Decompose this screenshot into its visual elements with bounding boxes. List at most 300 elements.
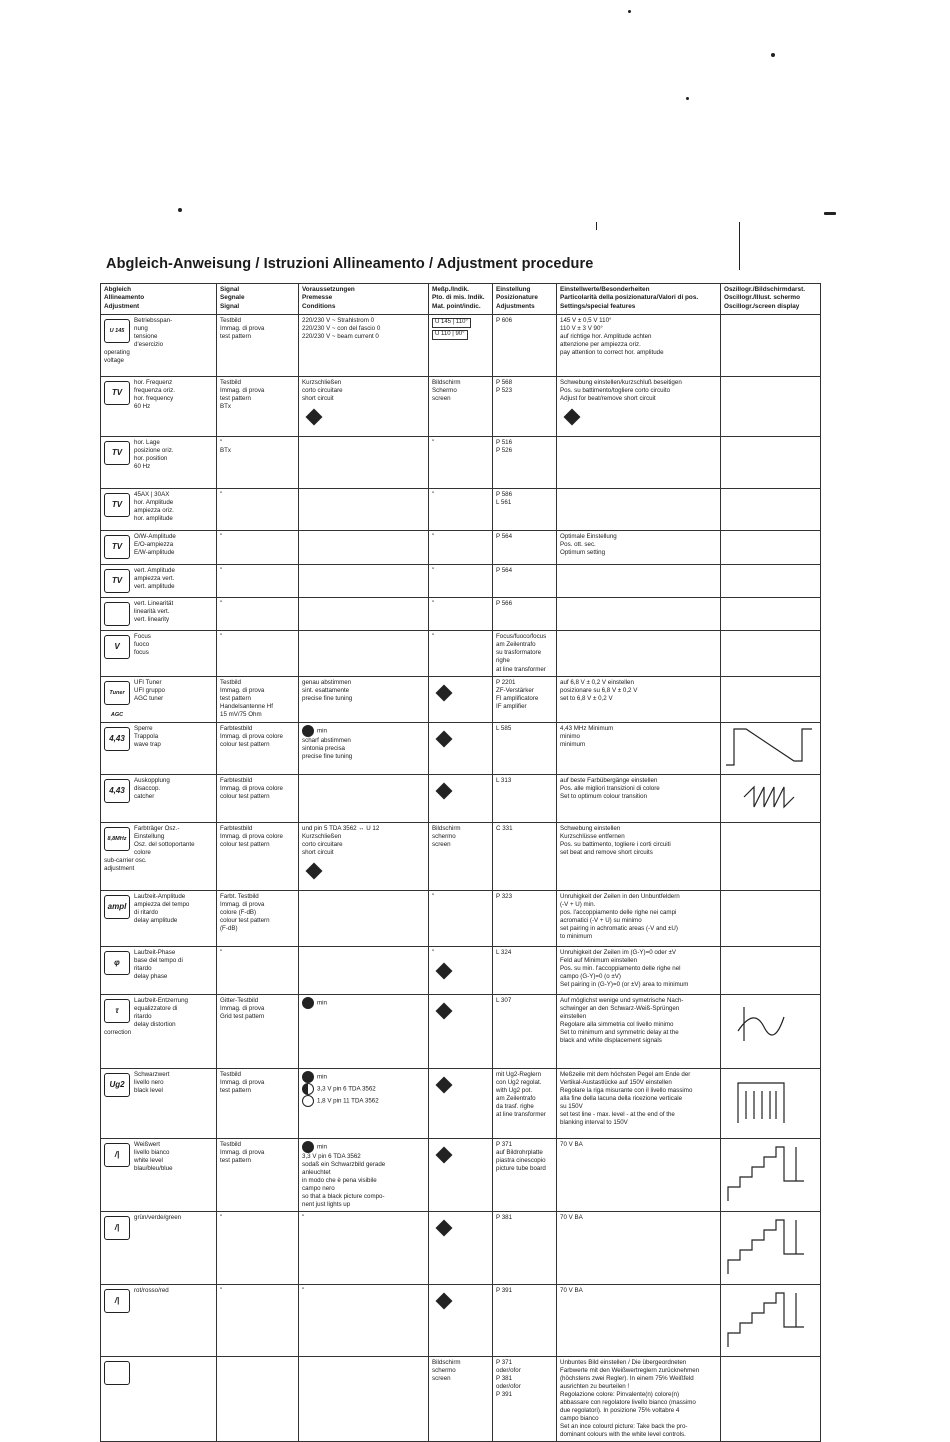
adjustment-text: AGC tuner	[134, 694, 164, 702]
column-header-line: Segnale	[220, 294, 245, 302]
conditions-text	[302, 1214, 425, 1222]
setting-text: ZF-Verstärker	[496, 686, 534, 694]
adjustment-text: frequenza oriz.	[134, 387, 175, 395]
settings-values-text: ausrichten zu beurteilen !	[560, 1382, 630, 1390]
scan-speck	[824, 212, 836, 215]
table-row	[101, 377, 821, 437]
conditions-text	[302, 1141, 425, 1153]
conditions-text	[302, 1287, 425, 1295]
column-header-line: Abgleich	[104, 286, 131, 293]
oscillogram-waveform	[724, 725, 814, 769]
settings-values-cell	[557, 891, 721, 947]
signal-cell	[217, 598, 299, 631]
conditions-text	[302, 695, 425, 703]
settings-values-text: Set to minimum and symmetric delay at the	[560, 1029, 679, 1037]
adjustment-text: colore	[134, 848, 151, 856]
measuring-point-cell	[429, 315, 493, 377]
signal-text: BTx	[220, 447, 232, 455]
setting-text: P 606	[496, 317, 513, 324]
settings-values-text: pos. l'accoppiamento delle righe nei campi	[560, 909, 677, 917]
settings-values-text: auf richtige hor. Amplitude achten	[560, 333, 652, 341]
adjustment-text: Laufzeit-Phase	[134, 949, 176, 956]
signal-cell	[217, 315, 299, 377]
signal-text: Farbt. Testbild	[220, 893, 259, 900]
settings-values-text: Farbwerte mit den Weißwertreglern zurücknehmen	[560, 1366, 700, 1374]
signal-text: Testbild	[220, 1071, 241, 1078]
settings-values-text: Adjust for beat/remove short circuit	[560, 395, 656, 403]
table-row	[101, 565, 821, 598]
conditions-text	[302, 379, 425, 387]
setting-text: auf Bildrohrplatte	[496, 1149, 543, 1157]
signal-cell	[217, 489, 299, 531]
column-header	[721, 284, 821, 315]
column-header-line: Mat. point/indic.	[432, 302, 481, 310]
measuring-point-cell	[429, 995, 493, 1069]
signal-cell	[217, 774, 299, 822]
adjustment-text: catcher	[134, 792, 155, 800]
conditions-cell	[299, 631, 429, 676]
measuring-point-diamond-icon	[436, 963, 453, 980]
conditions-line: anleuchtet	[302, 1169, 331, 1177]
adjustment-text: hor. position	[134, 455, 168, 463]
settings-values-text: attenzione per ampiezza oriz.	[560, 341, 641, 349]
measuring-point-text: "	[432, 491, 435, 499]
conditions-text	[302, 1083, 425, 1095]
signal-text: BTx	[220, 403, 232, 411]
settings-values-text: Optimale Einstellung	[560, 533, 617, 541]
measuring-point-text: "	[432, 633, 435, 641]
setting-text: at line transformer	[496, 665, 546, 673]
measuring-point-cell	[429, 631, 493, 676]
settings-values-text: campo bianco	[560, 1415, 599, 1422]
adjustment-symbol-icon	[104, 602, 130, 626]
adjustment-cell	[101, 565, 217, 598]
conditions-text	[302, 1177, 425, 1185]
conditions-line: min	[317, 1073, 327, 1081]
adjustment-symbol-icon	[104, 1361, 130, 1385]
adjustment-text: 45AX | 30AX	[134, 491, 170, 499]
settings-values-text: Regolazione colore: Pinvalente(n) colore(n)	[560, 1390, 680, 1398]
oscillogram-cell	[721, 565, 821, 598]
adjustment-symbol-icon: /|	[104, 1216, 130, 1240]
test-point-icon	[302, 725, 314, 737]
setting-text: con Ug2 regolat.	[496, 1079, 542, 1087]
signal-text: Farbtestbild	[220, 724, 253, 732]
signal-text: "	[220, 633, 223, 641]
table-row	[101, 598, 821, 631]
settings-values-text: Set pairing in (G-Y)=0 (or ±V) area to minimum	[560, 981, 689, 989]
measuring-point-cell	[429, 1356, 493, 1442]
conditions-line: Kurzschließen	[302, 832, 342, 840]
signal-text: "	[220, 1214, 223, 1222]
adjustment-text: voltage	[104, 357, 124, 365]
conditions-line: in modo che è pena visibile	[302, 1177, 377, 1185]
measuring-point-cell	[429, 722, 493, 774]
adjustment-text: base del tempo di	[134, 957, 183, 965]
conditions-cell	[299, 1139, 429, 1212]
conditions-cell	[299, 377, 429, 437]
measuring-point-cell	[429, 565, 493, 598]
conditions-line: 3,3 V pin 6 TDA 3562	[302, 1153, 361, 1160]
settings-values-cell	[557, 722, 721, 774]
settings-values-text: set beat and remove short circuits	[560, 848, 653, 856]
adjustment-cell	[101, 489, 217, 531]
adjustment-text: di ritardo	[134, 909, 159, 917]
adjustment-text: vert. Linearität	[134, 600, 174, 608]
settings-values-text: pay attention to correct hor. amplitude	[560, 349, 664, 357]
conditions-line: campo nero	[302, 1185, 335, 1193]
measuring-point-cell	[429, 1069, 493, 1139]
conditions-line: "	[302, 1214, 305, 1222]
conditions-cell	[299, 774, 429, 822]
conditions-cell	[299, 1212, 429, 1284]
signal-text: Testbild	[220, 379, 241, 386]
column-header-line: Conditions	[302, 302, 336, 310]
signal-cell	[217, 676, 299, 722]
table-row	[101, 822, 821, 890]
settings-values-cell	[557, 1356, 721, 1442]
adjustment-text: operating	[104, 349, 130, 357]
oscillogram-cell	[721, 774, 821, 822]
signal-text: "	[220, 1286, 223, 1294]
adjustment-text: ampiezza vert.	[134, 575, 175, 583]
settings-values-text: Pos. ott. sec.	[560, 541, 596, 549]
setting-text: at line transformer	[496, 1111, 546, 1119]
measuring-point-diamond-icon	[564, 409, 581, 426]
settings-values-cell	[557, 1212, 721, 1284]
signal-cell	[217, 1139, 299, 1212]
settings-values-text: Auf möglichst wenige und symetrische Nach-	[560, 997, 684, 1004]
test-point-icon	[302, 1083, 314, 1095]
adjustment-symbol-icon: TV	[104, 493, 130, 517]
adjustment-cell	[101, 1356, 217, 1442]
table-row	[101, 1212, 821, 1284]
measuring-point-diamond-icon	[436, 684, 453, 701]
settings-values-text: Regolare la riga misurante con il livello massimo	[560, 1087, 693, 1095]
setting-text: IF amplifier	[496, 702, 527, 710]
settings-values-text: Kurzschlüsse entfernen	[560, 832, 625, 840]
table-row	[101, 891, 821, 947]
conditions-text	[302, 679, 425, 687]
adjustment-cell	[101, 722, 217, 774]
adjustment-text: delay amplitude	[134, 917, 178, 925]
setting-text: P 526	[496, 447, 513, 455]
setting-text: oder/ofor	[496, 1382, 521, 1390]
conditions-text	[302, 1193, 425, 1201]
signal-text: "	[220, 491, 223, 499]
measuring-point-cell	[429, 1212, 493, 1284]
signal-cell	[217, 822, 299, 890]
settings-values-text: Pos. su battimento, togliere i corti circuiti	[560, 840, 671, 848]
adjustment-text: ritardo	[134, 1013, 152, 1021]
settings-values-text: Unbuntes Bild einstellen / Die übergeordneten	[560, 1358, 687, 1366]
adjustment-cell	[101, 1069, 217, 1139]
settings-values-cell	[557, 947, 721, 995]
conditions-text	[302, 387, 425, 395]
oscillogram-cell	[721, 722, 821, 774]
conditions-line: corto circuitare	[302, 387, 343, 395]
oscillogram-cell	[721, 489, 821, 531]
conditions-line: precise fine tuning	[302, 752, 353, 760]
adjustment-cell	[101, 377, 217, 437]
adjustment-cell	[101, 1284, 217, 1356]
signal-text: test pattern	[220, 1087, 251, 1095]
adjustment-text: rot/rosso/red	[134, 1286, 169, 1294]
test-point-icon	[302, 1095, 314, 1107]
conditions-line: sintonia precisa	[302, 744, 345, 752]
measuring-point-diamond-icon	[436, 1292, 453, 1309]
column-header-line: Signal	[220, 286, 240, 293]
adjustment-text: Trappola	[134, 732, 159, 740]
adjustment-cell	[101, 437, 217, 489]
measuring-point-text: screen	[432, 840, 451, 848]
oscillogram-cell	[721, 1212, 821, 1284]
signal-text: Testbild	[220, 678, 241, 686]
adjustment-cell	[101, 1212, 217, 1284]
column-header	[429, 284, 493, 315]
adjustment-cell	[101, 995, 217, 1069]
setting-text: P 564	[496, 533, 513, 541]
measuring-point-diamond-icon	[306, 409, 323, 426]
conditions-text	[302, 825, 425, 833]
setting-text: P 566	[496, 600, 513, 608]
settings-values-text: set to 6,8 V ± 0,2 V	[560, 694, 613, 702]
settings-values-text: Pos. su battimento/togliere corto circuito	[560, 387, 671, 395]
conditions-line: precise fine tuning	[302, 694, 353, 702]
adjustment-text: livello bianco	[134, 1149, 170, 1157]
adjustment-text: wave trap	[134, 740, 161, 748]
scan-speck	[178, 208, 182, 212]
conditions-line: corto circuitare	[302, 840, 343, 848]
adjustment-text: vert. amplitude	[134, 583, 175, 591]
measuring-point-text: "	[432, 600, 435, 608]
signal-cell	[217, 1356, 299, 1442]
adjustment-text: focus	[134, 649, 149, 657]
adjustment-text: white level	[134, 1157, 163, 1165]
adjustment-text: Schwarzwert	[134, 1071, 170, 1078]
setting-text: P 391	[496, 1390, 513, 1398]
conditions-line: min	[317, 999, 327, 1007]
setting-text: picture tube board	[496, 1165, 546, 1173]
signal-text: Handelsantenne Hf	[220, 702, 273, 710]
adjustment-text: blau/bleu/blue	[134, 1165, 173, 1173]
adjustment-text: 60 Hz	[134, 463, 151, 471]
conditions-text	[302, 687, 425, 695]
adjustment-text: sub-carrier osc.	[104, 856, 147, 864]
column-header-line: Adjustment	[104, 302, 140, 310]
settings-values-text: Set to optimum colour transition	[560, 792, 648, 800]
conditions-line: min	[317, 1143, 327, 1151]
adjustment-text: 60 Hz	[134, 403, 151, 411]
conditions-cell	[299, 722, 429, 774]
adjustment-text: delay phase	[134, 973, 168, 981]
settings-values-text: 4,43 MHz Minimum	[560, 724, 614, 732]
column-header-line: Einstellung	[496, 286, 531, 293]
conditions-cell	[299, 1069, 429, 1139]
setting-text: am Zeilentrafo	[496, 1095, 536, 1103]
setting-text: am Zeilentrafo	[496, 641, 536, 649]
settings-values-text: campo (G-Y)=0 (o ±V)	[560, 973, 621, 981]
test-point-icon	[302, 1141, 314, 1153]
conditions-text	[302, 1153, 425, 1161]
setting-text: piastra cinescopio	[496, 1157, 546, 1165]
setting-text: L 561	[496, 499, 512, 507]
conditions-cell	[299, 947, 429, 995]
signal-text: "	[220, 439, 223, 447]
adjustment-cell	[101, 531, 217, 565]
adjustment-symbol-icon: U 145	[104, 319, 130, 343]
settings-values-text: su 150V	[560, 1103, 583, 1111]
settings-values-text: Schwebung einstellen	[560, 824, 621, 832]
signal-cell	[217, 1212, 299, 1284]
settings-values-text: Regolare alla simmetria col livello minimo	[560, 1021, 674, 1029]
adjustment-text: disaccop.	[134, 784, 161, 792]
adjustment-symbol-icon: τ	[104, 999, 130, 1023]
table-row	[101, 1069, 821, 1139]
signal-text: "	[220, 567, 223, 575]
settings-values-text: Set an ince colourd picture: Take back the pro-	[560, 1423, 688, 1431]
column-header-line: Allineamento	[104, 294, 145, 302]
setting-text: P 516	[496, 439, 513, 447]
adjustment-cell	[101, 774, 217, 822]
signal-text: 15 mV/75 Ohm	[220, 710, 262, 718]
measuring-point-text: schermo	[432, 832, 456, 840]
column-header	[101, 284, 217, 315]
signal-cell	[217, 1069, 299, 1139]
conditions-text	[302, 1095, 425, 1107]
conditions-cell	[299, 489, 429, 531]
setting-cell	[493, 1139, 557, 1212]
setting-text: righe	[496, 657, 510, 665]
oscillogram-cell	[721, 822, 821, 890]
adjustment-text: equalizzatore di	[134, 1005, 178, 1013]
column-header-line: Einstellwerte/Besonderheiten	[560, 286, 650, 293]
oscillogram-cell	[721, 1284, 821, 1356]
settings-values-cell	[557, 1139, 721, 1212]
setting-text: P 2201	[496, 678, 516, 686]
conditions-line: short circuit	[302, 395, 334, 403]
settings-values-text: auf 6,8 V ± 0,2 V einstellen	[560, 678, 634, 686]
column-header-line: Posizionature	[496, 294, 538, 302]
conditions-line: Kurzschließen	[302, 379, 342, 386]
signal-text: "	[220, 600, 223, 608]
adjustment-table	[100, 283, 821, 1442]
measuring-point-cell	[429, 437, 493, 489]
adjustment-cell	[101, 891, 217, 947]
adjustment-text: Osz. del sottoportante	[134, 840, 195, 848]
adjustment-text: hor. Lage	[134, 439, 160, 447]
signal-text: Immag. di prova	[220, 901, 265, 909]
setting-text: P 564	[496, 567, 513, 575]
setting-text: P 381	[496, 1374, 513, 1382]
signal-cell	[217, 377, 299, 437]
signal-text: Immag. di prova colore	[220, 732, 283, 740]
adjustment-cell	[101, 947, 217, 995]
column-header	[217, 284, 299, 315]
table-row	[101, 489, 821, 531]
signal-text: Testbild	[220, 317, 241, 324]
setting-cell	[493, 631, 557, 676]
adjustment-text: tensione	[134, 333, 158, 341]
settings-values-cell	[557, 598, 721, 631]
oscillogram-cell	[721, 437, 821, 489]
settings-values-text: minimo	[560, 732, 580, 740]
signal-cell	[217, 891, 299, 947]
adjustment-symbol-icon: V	[104, 635, 130, 659]
adjustment-text: hor. frequency	[134, 395, 174, 403]
conditions-line: 220/230 V ~ con del fascio 0	[302, 325, 381, 333]
adjustment-text: O/W-Amplitude	[134, 533, 176, 541]
adjustment-text: Farbträger Osz.-	[134, 824, 180, 832]
settings-values-text: acromatici (-V + U) su minimo	[560, 917, 642, 925]
setting-cell	[493, 489, 557, 531]
adjustment-text: Weißwert	[134, 1141, 161, 1148]
adjustment-text: Laufzeit-Entzerrung	[134, 997, 188, 1004]
measuring-point-cell	[429, 531, 493, 565]
settings-values-text: 145 V ± 0,5 V 110°	[560, 317, 612, 324]
conditions-text	[302, 325, 425, 333]
value-box: U 145 | 110°	[432, 318, 471, 328]
table-row	[101, 1284, 821, 1356]
measuring-point-cell	[429, 774, 493, 822]
settings-values-text: set pairing in achromatic areas (-V and ±U)	[560, 925, 678, 933]
settings-values-cell	[557, 565, 721, 598]
setting-text: P 523	[496, 387, 513, 395]
setting-cell	[493, 947, 557, 995]
measuring-point-diamond-icon	[436, 1147, 453, 1164]
adjustment-text: adjustment	[104, 865, 135, 872]
settings-values-cell	[557, 774, 721, 822]
setting-cell	[493, 1284, 557, 1356]
signal-text: Immag. di prova colore	[220, 832, 283, 840]
adjustment-symbol-icon: /|	[104, 1143, 130, 1167]
signal-text: Farbtestbild	[220, 776, 253, 784]
signal-text: colore (F-dB)	[220, 909, 257, 917]
signal-text: Immag. di prova	[220, 1149, 265, 1157]
settings-values-text: alla fine della lacuna della ricezione verticale	[560, 1095, 683, 1103]
measuring-point-text: Bildschirm	[432, 1358, 461, 1366]
column-header-line: Oscillogr./Illust. schermo	[724, 294, 801, 302]
adjustment-text: hor. Frequenz	[134, 379, 173, 386]
oscillogram-cell	[721, 676, 821, 722]
signal-text: Immag. di prova	[220, 387, 265, 395]
settings-values-text: to minimum	[560, 933, 592, 941]
table-row	[101, 1139, 821, 1212]
setting-text: su trasformatore	[496, 649, 542, 657]
table-row	[101, 722, 821, 774]
conditions-cell	[299, 437, 429, 489]
measuring-point-text: "	[432, 893, 435, 900]
conditions-cell	[299, 822, 429, 890]
settings-values-cell	[557, 315, 721, 377]
signal-text: Immag. di prova	[220, 686, 265, 694]
table-row	[101, 437, 821, 489]
signal-text: Testbild	[220, 1141, 241, 1148]
adjustment-text: E/W-amplitude	[134, 549, 175, 557]
signal-text: test pattern	[220, 333, 251, 341]
setting-text: Focus/fuoco/focus	[496, 633, 547, 641]
measuring-point-text: screen	[432, 395, 451, 403]
setting-text: oder/ofor	[496, 1366, 521, 1374]
adjustment-symbol-icon: φ	[104, 951, 130, 975]
signal-text: test pattern	[220, 395, 251, 403]
column-header-line: Meßp./Indik.	[432, 286, 469, 293]
adjustment-text: correction	[104, 1029, 132, 1037]
signal-text: colour test pattern	[220, 840, 270, 848]
table-row	[101, 774, 821, 822]
settings-values-cell	[557, 995, 721, 1069]
conditions-text	[302, 1201, 425, 1209]
